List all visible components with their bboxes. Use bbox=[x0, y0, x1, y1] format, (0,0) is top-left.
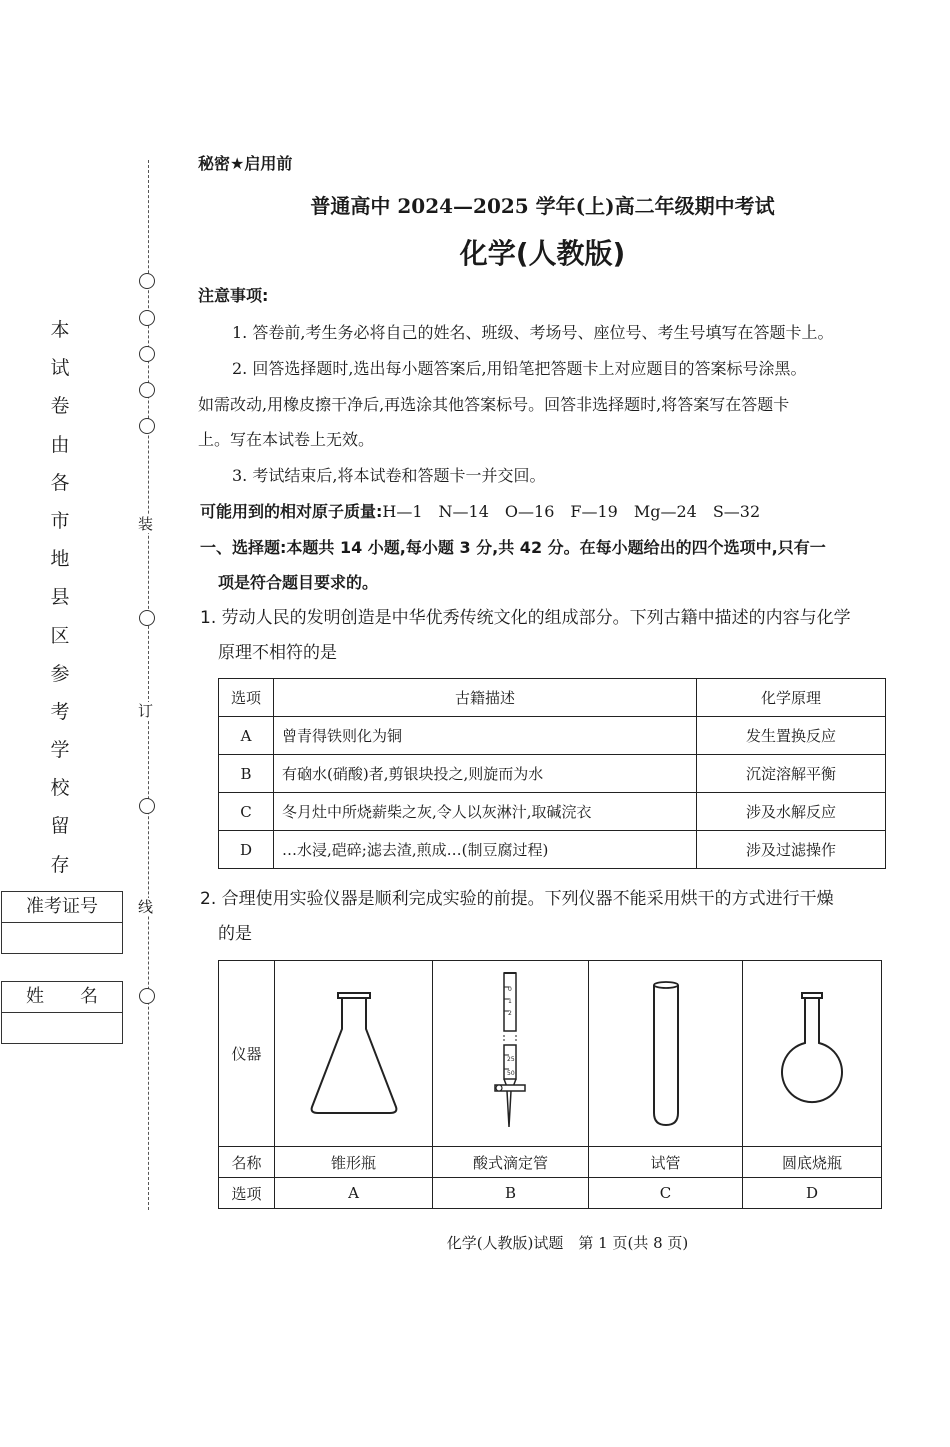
binding-mark-zhuang: 装 bbox=[138, 515, 154, 533]
section-1-instructions: 一、选择题:本题共 14 小题,每小题 3 分,共 42 分。在每小题给出的四个选项中,只有一 bbox=[200, 538, 826, 557]
apparatus-name: 锥形瓶 bbox=[275, 1147, 433, 1178]
question-1-stem: 1. 劳动人民的发明创造是中华优秀传统文化的组成部分。下列古籍中描述的内容与化学 bbox=[200, 608, 851, 628]
row-option: C bbox=[219, 793, 274, 831]
row-option: D bbox=[219, 831, 274, 869]
binding-hole bbox=[139, 310, 155, 326]
row-description: 有硇水(硝酸)者,剪银块投之,则旋而为水 bbox=[274, 755, 697, 793]
row-label-option: 选项 bbox=[219, 1178, 275, 1209]
page-footer: 化学(人教版)试题 第 1 页(共 8 页) bbox=[446, 1234, 689, 1252]
vertical-char: 由 bbox=[50, 433, 70, 456]
question-1-stem-cont: 原理不相符的是 bbox=[218, 643, 337, 663]
exam-title: 普通高中 2024—2025 学年(上)高二年级期中考试 bbox=[310, 194, 775, 218]
vertical-char: 试 bbox=[50, 357, 70, 380]
binding-hole bbox=[139, 798, 155, 814]
row-label-name: 名称 bbox=[219, 1147, 275, 1178]
binding-hole bbox=[139, 382, 155, 398]
erlenmeyer-flask-icon bbox=[304, 989, 404, 1119]
burette-mark: 0 bbox=[507, 985, 512, 993]
vertical-char: 市 bbox=[50, 509, 70, 532]
notice-item-2: 2. 回答选择题时,选出每小题答案后,用铅笔把答题卡上对应题目的答案标号涂黑。 bbox=[232, 359, 807, 378]
binding-hole bbox=[139, 610, 155, 626]
table-row bbox=[219, 793, 886, 831]
table-row bbox=[219, 755, 886, 793]
test-tube-icon bbox=[646, 979, 686, 1129]
vertical-char: 参 bbox=[50, 662, 70, 685]
option-letter: A bbox=[275, 1178, 433, 1209]
apparatus-name: 酸式滴定管 bbox=[433, 1147, 589, 1178]
header-description: 古籍描述 bbox=[274, 679, 697, 717]
binding-mark-xian: 线 bbox=[138, 898, 154, 916]
vertical-char: 地 bbox=[50, 548, 70, 571]
option-letter: C bbox=[589, 1178, 743, 1209]
binding-hole bbox=[139, 418, 155, 434]
round-bottom-flask-icon bbox=[762, 989, 862, 1119]
vertical-char: 县 bbox=[50, 586, 70, 609]
notice-item-2-cont: 上。写在本试卷上无效。 bbox=[198, 430, 375, 449]
acid-burette-icon bbox=[491, 969, 531, 1139]
round-bottom-flask-cell bbox=[743, 961, 882, 1147]
table-row bbox=[219, 717, 886, 755]
vertical-char: 留 bbox=[50, 815, 70, 838]
apparatus-row bbox=[219, 961, 882, 1147]
vertical-char: 校 bbox=[50, 777, 70, 800]
test-tube-cell bbox=[589, 961, 743, 1147]
atomic-mass-values: H—1 N—14 O—16 F—19 Mg—24 S—32 bbox=[382, 502, 761, 521]
apparatus-name: 圆底烧瓶 bbox=[743, 1147, 882, 1178]
subject-title: 化学(人教版) bbox=[459, 237, 626, 270]
row-principle: 发生置换反应 bbox=[697, 717, 886, 755]
section-1-instructions-cont: 项是符合题目要求的。 bbox=[218, 573, 379, 592]
vertical-char: 卷 bbox=[50, 395, 70, 418]
name-row bbox=[219, 1147, 882, 1178]
header-option: 选项 bbox=[219, 679, 274, 717]
vertical-char: 存 bbox=[50, 853, 70, 876]
binding-vertical-notice bbox=[48, 318, 72, 891]
vertical-char: 本 bbox=[50, 319, 70, 341]
atomic-mass-label: 可能用到的相对原子质量: bbox=[200, 502, 383, 521]
apparatus-name: 试管 bbox=[589, 1147, 743, 1178]
row-option: B bbox=[219, 755, 274, 793]
option-letter: B bbox=[433, 1178, 589, 1209]
vertical-char: 考 bbox=[50, 700, 70, 723]
atomic-mass-line bbox=[200, 500, 760, 524]
row-option: A bbox=[219, 717, 274, 755]
row-principle: 涉及水解反应 bbox=[697, 793, 886, 831]
table-header-row bbox=[219, 679, 886, 717]
binding-hole bbox=[139, 273, 155, 289]
name-label: 姓 名 bbox=[2, 982, 122, 1013]
notice-item-2-cont: 如需改动,用橡皮擦干净后,再选涂其他答案标号。回答非选择题时,将答案写在答题卡 bbox=[198, 395, 790, 414]
name-box bbox=[1, 981, 123, 1044]
question-2-stem: 2. 合理使用实验仪器是顺利完成实验的前提。下列仪器不能采用烘干的方式进行干燥 bbox=[200, 889, 834, 909]
notice-title: 注意事项: bbox=[198, 286, 269, 305]
name-field[interactable] bbox=[2, 1013, 122, 1043]
acid-burette-cell bbox=[433, 961, 589, 1147]
secret-label: 秘密★启用前 bbox=[198, 154, 293, 173]
candidate-id-label: 准考证号 bbox=[2, 892, 122, 923]
row-description: 冬月灶中所烧薪柴之灰,令人以灰淋汁,取碱浣衣 bbox=[274, 793, 697, 831]
question-2-stem-cont: 的是 bbox=[218, 924, 252, 944]
question-2-table bbox=[218, 960, 882, 1209]
binding-mark-ding: 订 bbox=[138, 702, 154, 720]
notice-item-1: 1. 答卷前,考生务必将自己的姓名、班级、考场号、座位号、考生号填写在答题卡上。 bbox=[232, 323, 834, 342]
row-principle: 涉及过滤操作 bbox=[697, 831, 886, 869]
question-1-table bbox=[218, 678, 886, 869]
option-letter: D bbox=[743, 1178, 882, 1209]
burette-mark: 25 bbox=[506, 1055, 515, 1063]
burette-mark: 2 bbox=[507, 1009, 512, 1017]
vertical-char: 各 bbox=[50, 471, 70, 494]
candidate-id-field[interactable] bbox=[2, 923, 122, 953]
row-description: 曾青得铁则化为铜 bbox=[274, 717, 697, 755]
header-principle: 化学原理 bbox=[697, 679, 886, 717]
binding-hole bbox=[139, 346, 155, 362]
erlenmeyer-flask-cell bbox=[275, 961, 433, 1147]
row-label-apparatus: 仪器 bbox=[219, 961, 275, 1147]
candidate-id-box bbox=[1, 891, 123, 954]
vertical-char: 区 bbox=[50, 624, 70, 647]
table-row bbox=[219, 831, 886, 869]
burette-mark: 50 bbox=[506, 1069, 515, 1077]
burette-mark: 1 bbox=[507, 997, 512, 1005]
row-description: …水浸,硙碎;滤去渣,煎成…(制豆腐过程) bbox=[274, 831, 697, 869]
binding-hole bbox=[139, 988, 155, 1004]
vertical-char: 学 bbox=[50, 739, 70, 762]
option-row bbox=[219, 1178, 882, 1209]
row-principle: 沉淀溶解平衡 bbox=[697, 755, 886, 793]
notice-item-3: 3. 考试结束后,将本试卷和答题卡一并交回。 bbox=[232, 466, 546, 485]
